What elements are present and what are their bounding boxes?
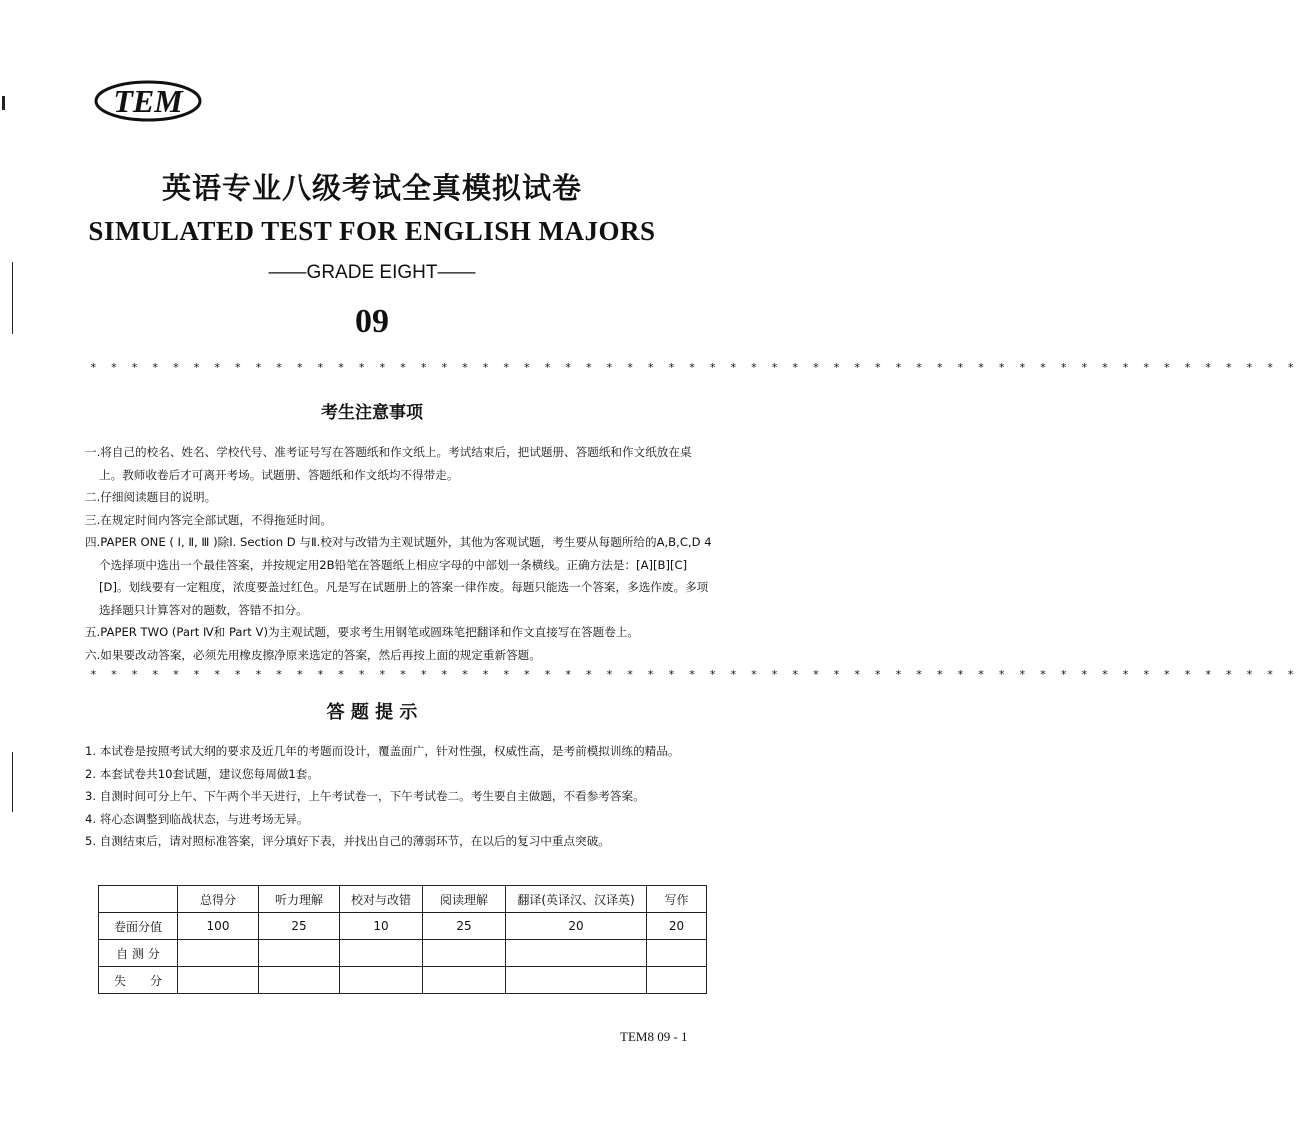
- binding-line-bottom: [12, 752, 13, 812]
- table-cell: [423, 940, 506, 967]
- table-cell: [340, 967, 423, 994]
- table-row: [99, 913, 707, 940]
- table-cell: 20: [647, 913, 707, 940]
- tips-item: 4. 将心态调整到临战状态，与进考场无异。: [85, 811, 309, 826]
- table-cell: [259, 940, 340, 967]
- table-cell: [259, 967, 340, 994]
- score-table-header-row: [99, 886, 707, 913]
- set-number: 09: [355, 303, 389, 340]
- table-row: [99, 967, 707, 994]
- table-cell: [178, 940, 259, 967]
- table-cell: [423, 967, 506, 994]
- tips-item: 3. 自测时间可分上午、下午两个半天进行，上午考试卷一，下午考试卷二。考生要自主做题，不看参考答案。: [85, 789, 645, 803]
- table-cell: 25: [259, 913, 340, 940]
- grade-label: ——GRADE EIGHT——: [268, 262, 476, 283]
- table-header-cell: 翻译(英译汉、汉译英): [506, 886, 647, 913]
- table-row-label: 自 测 分: [99, 940, 178, 967]
- notice-item: 二.仔细阅读题目的说明。: [85, 490, 217, 504]
- notice-heading: 考生注意事项: [321, 403, 423, 423]
- table-cell: 25: [423, 913, 506, 940]
- notice-item: 三.在规定时间内答完全部试题，不得拖延时间。: [85, 512, 333, 527]
- table-row-label: 失 分: [99, 967, 178, 994]
- table-cell: [178, 967, 259, 994]
- score-table: [98, 885, 707, 994]
- binding-mark-top: [2, 96, 5, 110]
- table-cell: [647, 940, 707, 967]
- title-english: SIMULATED TEST FOR ENGLISH MAJORS: [88, 216, 656, 246]
- table-header-cell: 总得分: [178, 886, 259, 913]
- page-footer: TEM8 09 - 1: [620, 1029, 688, 1044]
- table-cell: [340, 940, 423, 967]
- table-cell: 20: [506, 913, 647, 940]
- tips-item: 5. 自测结束后，请对照标准答案，评分填好下表，并找出自己的薄弱环节，在以后的复习中重点突破。: [85, 834, 610, 848]
- title-chinese: 英语专业八级考试全真模拟试卷: [161, 171, 582, 205]
- table-header-cell: 听力理解: [259, 886, 340, 913]
- table-header-cell: [99, 886, 178, 913]
- notice-list: [85, 441, 713, 666]
- notice-item: 六.如果要改动答案，必须先用橡皮擦净原来选定的答案，然后再按上面的规定重新答题。: [85, 647, 541, 662]
- tem-logo-text: TEM: [113, 83, 183, 119]
- table-cell: [506, 940, 647, 967]
- tips-item: 2. 本套试卷共10套试题，建议您每周做1套。: [85, 766, 319, 781]
- tips-heading: 答 题 提 示: [326, 702, 418, 723]
- table-cell: [506, 967, 647, 994]
- table-header-cell: 写作: [647, 886, 707, 913]
- notice-item: 五.PAPER TWO (Part Ⅳ和 Part Ⅴ)为主观试题，要求考生用钢笔或圆珠笔把翻译和作文直接写在答题卷上。: [85, 625, 639, 639]
- table-row-label: 卷面分值: [99, 913, 178, 940]
- star-divider-1: * * * * * * * * * * * * * * * * * * * * * * * * * * * * * * * * * * * * * * * * * * * * * * * * * * * * * * * * * * *: [90, 361, 1298, 374]
- table-row: [99, 940, 707, 967]
- notice-item: 四.PAPER ONE ( Ⅰ, Ⅱ, Ⅲ )除Ⅰ. Section D 与Ⅱ.校对与改错为主观试题外，其他为客观试题，考生要从每题所给的A,B,C,D 4个选择项中选出一个最佳答案，并按规定用2B铅笔在答题纸上相应字母的中部划一条横线。正确方法是：[A][B][C][D]。划线要有一定粗度，浓度要盖过红色。凡是写在试题册上的答案一律作废。每题只能选一个答案，多选作废。多项选择题只计算答对的题数，答错不扣分。: [85, 535, 712, 617]
- table-cell: [647, 967, 707, 994]
- table-header-cell: 校对与改错: [340, 886, 423, 913]
- table-cell: 100: [178, 913, 259, 940]
- tem-logo: [92, 78, 204, 124]
- tips-item: 1. 本试卷是按照考试大纲的要求及近几年的考题而设计，覆盖面广，针对性强，权威性高，是考前模拟训练的精品。: [85, 744, 680, 758]
- table-header-cell: 阅读理解: [423, 886, 506, 913]
- notice-item: 一.将自己的校名、姓名、学校代号、准考证号写在答题纸和作文纸上。考试结束后，把试题册、答题纸和作文纸放在桌上。教师收卷后才可离开考场。试题册、答题纸和作文纸均不得带走。: [85, 445, 692, 482]
- star-divider-2: * * * * * * * * * * * * * * * * * * * * * * * * * * * * * * * * * * * * * * * * * * * * * * * * * * * * * * * * * * *: [90, 668, 1298, 681]
- table-cell: 10: [340, 913, 423, 940]
- tips-list: [85, 740, 715, 853]
